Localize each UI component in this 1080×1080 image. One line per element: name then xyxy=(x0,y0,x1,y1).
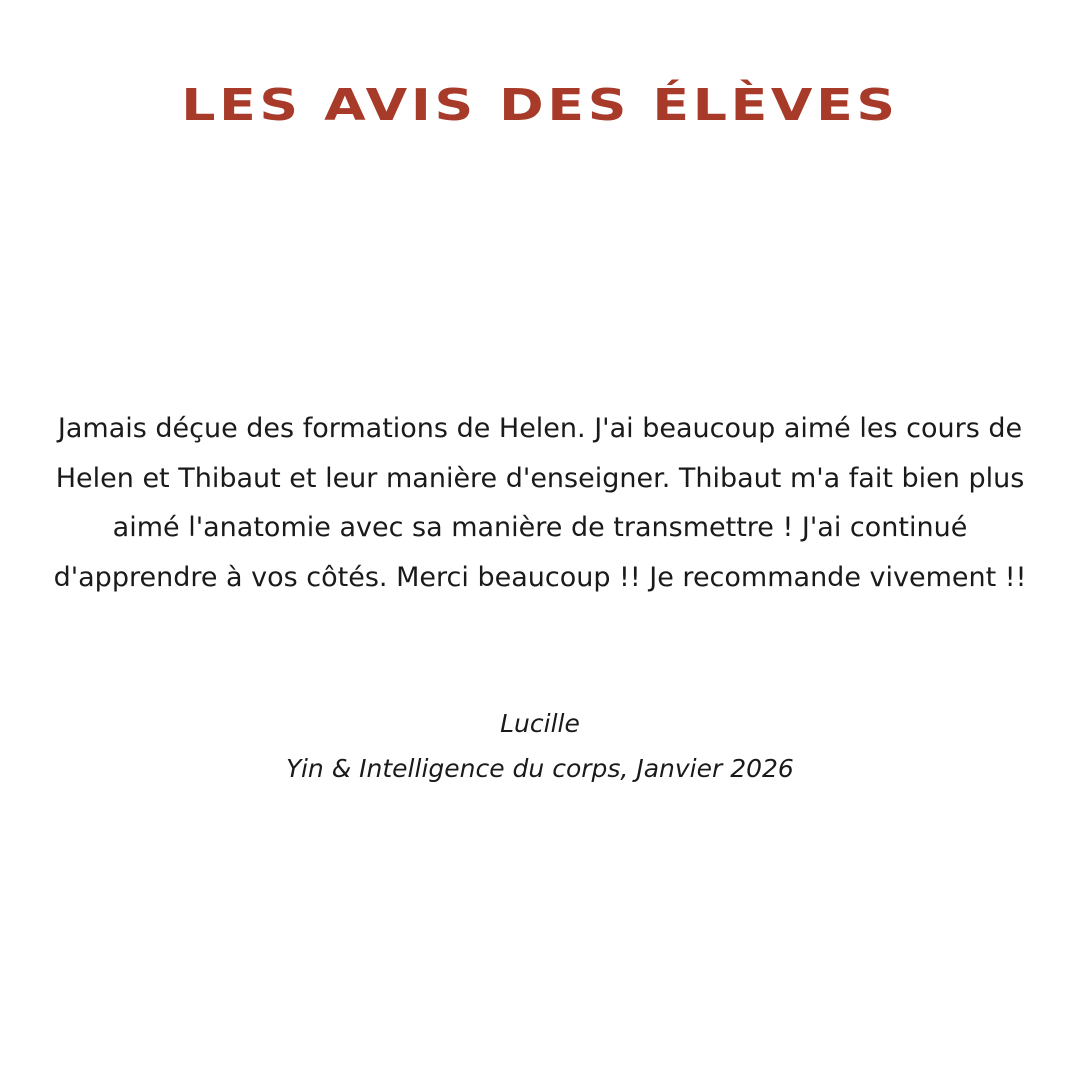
testimonial-quote: Jamais déçue des formations de Helen. J'ai beaucoup aimé les cours de Helen et Thibaut et leur manière d'enseigner. Thibaut m'a fait bien plus aimé l'anatomie avec sa manière de transmettre ! J'ai continué d'apprendre à vos côtés. Merci beaucoup !! Je recommande vivement !! xyxy=(53,413,1027,593)
testimonial-course: Yin & Intelligence du corps, Janvier 2026 xyxy=(286,754,794,783)
testimonial-attribution xyxy=(40,701,1040,791)
page-title: LES AVIS DES ÉLÈVES xyxy=(181,80,899,131)
testimonial-author: Lucille xyxy=(500,709,580,738)
